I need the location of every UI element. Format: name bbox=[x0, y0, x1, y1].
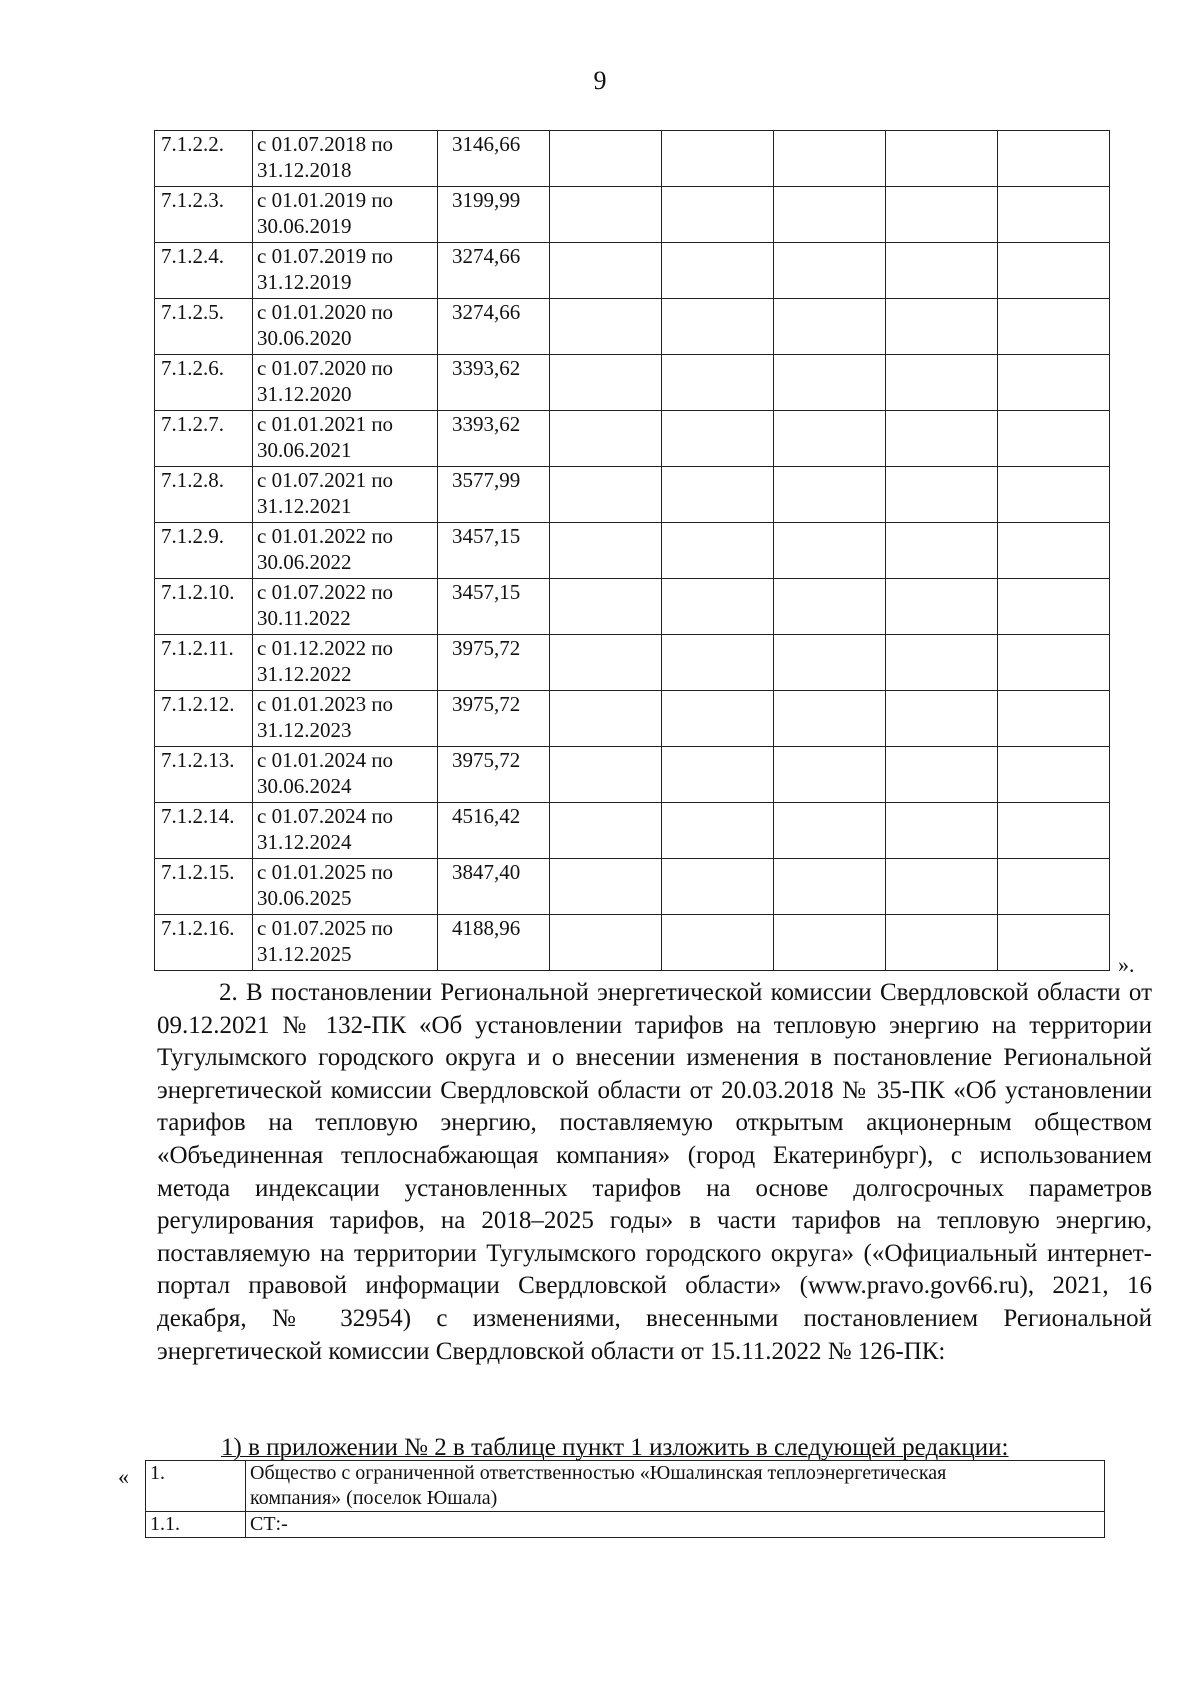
empty-cell bbox=[774, 411, 886, 467]
empty-cell bbox=[550, 523, 662, 579]
row-period: с 01.01.2023 по 31.12.2023 bbox=[253, 691, 438, 747]
tariff-row bbox=[155, 691, 1110, 747]
row-period: с 01.07.2020 по 31.12.2020 bbox=[253, 355, 438, 411]
empty-cell bbox=[662, 915, 774, 971]
empty-cell bbox=[662, 579, 774, 635]
empty-cell bbox=[998, 691, 1110, 747]
row-number: 7.1.2.12. bbox=[155, 691, 253, 747]
empty-cell bbox=[886, 803, 998, 859]
empty-cell bbox=[774, 467, 886, 523]
row-period: с 01.07.2025 по 31.12.2025 bbox=[253, 915, 438, 971]
row-tariff-value: 3975,72 bbox=[438, 747, 550, 803]
empty-cell bbox=[662, 243, 774, 299]
row-tariff-value: 3146,66 bbox=[438, 131, 550, 187]
empty-cell bbox=[998, 915, 1110, 971]
empty-cell bbox=[774, 691, 886, 747]
tariff-row bbox=[155, 915, 1110, 971]
empty-cell bbox=[662, 747, 774, 803]
row-tariff-value: 4516,42 bbox=[438, 803, 550, 859]
empty-cell bbox=[550, 243, 662, 299]
tariff-row bbox=[155, 411, 1110, 467]
row-period: с 01.07.2022 по 30.11.2022 bbox=[253, 579, 438, 635]
org-table-row bbox=[146, 1461, 1105, 1512]
empty-cell bbox=[774, 243, 886, 299]
tariff-row bbox=[155, 355, 1110, 411]
row-tariff-value: 3393,62 bbox=[438, 355, 550, 411]
row-period: с 01.07.2024 по 31.12.2024 bbox=[253, 803, 438, 859]
empty-cell bbox=[662, 299, 774, 355]
empty-cell bbox=[998, 523, 1110, 579]
empty-cell bbox=[550, 187, 662, 243]
empty-cell bbox=[550, 579, 662, 635]
row-number: 7.1.2.2. bbox=[155, 131, 253, 187]
empty-cell bbox=[886, 355, 998, 411]
empty-cell bbox=[886, 243, 998, 299]
row-number: 7.1.2.11. bbox=[155, 635, 253, 691]
empty-cell bbox=[774, 803, 886, 859]
org-row-text: СТ:- bbox=[246, 1512, 1105, 1538]
org-table bbox=[145, 1460, 1105, 1538]
empty-cell bbox=[998, 579, 1110, 635]
tariff-row bbox=[155, 747, 1110, 803]
row-period: с 01.12.2022 по 31.12.2022 bbox=[253, 635, 438, 691]
row-tariff-value: 3457,15 bbox=[438, 579, 550, 635]
row-tariff-value: 3847,40 bbox=[438, 859, 550, 915]
empty-cell bbox=[886, 523, 998, 579]
empty-cell bbox=[886, 691, 998, 747]
empty-cell bbox=[886, 467, 998, 523]
tariff-row bbox=[155, 131, 1110, 187]
amendment-paragraph bbox=[157, 977, 1152, 1368]
empty-cell bbox=[886, 859, 998, 915]
empty-cell bbox=[998, 355, 1110, 411]
table-closing-quote: ». bbox=[1118, 952, 1135, 977]
empty-cell bbox=[774, 299, 886, 355]
row-number: 7.1.2.5. bbox=[155, 299, 253, 355]
row-tariff-value: 3393,62 bbox=[438, 411, 550, 467]
empty-cell bbox=[662, 803, 774, 859]
row-period: с 01.07.2021 по 31.12.2021 bbox=[253, 467, 438, 523]
empty-cell bbox=[662, 859, 774, 915]
org-table-opening-quote: « bbox=[118, 1464, 129, 1489]
row-period: с 01.01.2022 по 30.06.2022 bbox=[253, 523, 438, 579]
tariff-row bbox=[155, 859, 1110, 915]
tariff-row bbox=[155, 299, 1110, 355]
empty-cell bbox=[886, 579, 998, 635]
tariff-row bbox=[155, 803, 1110, 859]
row-period: с 01.01.2020 по 30.06.2020 bbox=[253, 299, 438, 355]
row-period: с 01.01.2021 по 30.06.2021 bbox=[253, 411, 438, 467]
empty-cell bbox=[550, 131, 662, 187]
row-tariff-value: 3457,15 bbox=[438, 523, 550, 579]
empty-cell bbox=[998, 747, 1110, 803]
empty-cell bbox=[886, 131, 998, 187]
row-number: 7.1.2.9. bbox=[155, 523, 253, 579]
row-number: 7.1.2.16. bbox=[155, 915, 253, 971]
empty-cell bbox=[550, 355, 662, 411]
row-tariff-value: 3274,66 bbox=[438, 243, 550, 299]
empty-cell bbox=[774, 635, 886, 691]
empty-cell bbox=[662, 691, 774, 747]
row-tariff-value: 3199,99 bbox=[438, 187, 550, 243]
empty-cell bbox=[550, 691, 662, 747]
empty-cell bbox=[774, 523, 886, 579]
row-number: 7.1.2.8. bbox=[155, 467, 253, 523]
empty-cell bbox=[662, 523, 774, 579]
empty-cell bbox=[550, 859, 662, 915]
empty-cell bbox=[998, 187, 1110, 243]
empty-cell bbox=[998, 411, 1110, 467]
row-number: 7.1.2.14. bbox=[155, 803, 253, 859]
empty-cell bbox=[886, 187, 998, 243]
org-row-number: 1. bbox=[146, 1461, 246, 1512]
empty-cell bbox=[550, 915, 662, 971]
empty-cell bbox=[998, 131, 1110, 187]
empty-cell bbox=[774, 187, 886, 243]
empty-cell bbox=[886, 635, 998, 691]
row-number: 7.1.2.13. bbox=[155, 747, 253, 803]
row-period: с 01.01.2024 по 30.06.2024 bbox=[253, 747, 438, 803]
row-tariff-value: 3577,99 bbox=[438, 467, 550, 523]
empty-cell bbox=[662, 467, 774, 523]
empty-cell bbox=[774, 747, 886, 803]
page-number: 9 bbox=[593, 66, 607, 95]
empty-cell bbox=[886, 915, 998, 971]
row-number: 7.1.2.3. bbox=[155, 187, 253, 243]
row-period: с 01.07.2019 по 31.12.2019 bbox=[253, 243, 438, 299]
paragraph-text: 2. В постановлении Региональной энергетической комиссии Свердловской области от 09.12.2021 № 132-ПК «Об установлении тарифов на тепловую энергию на территории Тугулымского городского округа и о внесении изменения в постановление Региональной энергетической комиссии Свердловской области от 20.03.2018 № 35-ПК «Об установлении тарифов на тепловую энергию, поставляемую открытым акционерным обществом «Объединенная теплоснабжающая компания» (город Екатеринбург), с использованием метода индексации установленных тарифов на основе долгосрочных параметров регулирования тарифов, на 2018–2025 годы» в части тарифов на тепловую энергию, поставляемую на территории Тугулымского городского округа» («Официальный интернет-портал правовой информации Свердловской области» (www.pravo.gov66.ru), 2021, 16 декабря, № 32954) с изменениями, внесенными постановлением Региональной энергетической комиссии Свердловской области от 15.11.2022 № 126-ПК: bbox=[157, 979, 1153, 1365]
empty-cell bbox=[886, 411, 998, 467]
tariff-row bbox=[155, 243, 1110, 299]
empty-cell bbox=[774, 859, 886, 915]
row-period: с 01.01.2025 по 30.06.2025 bbox=[253, 859, 438, 915]
empty-cell bbox=[998, 243, 1110, 299]
empty-cell bbox=[998, 803, 1110, 859]
empty-cell bbox=[886, 299, 998, 355]
empty-cell bbox=[662, 411, 774, 467]
empty-cell bbox=[550, 803, 662, 859]
subitem-instruction: 1) в приложении № 2 в таблице пункт 1 изложить в следующей редакции: bbox=[221, 1434, 1009, 1461]
tariff-row bbox=[155, 187, 1110, 243]
empty-cell bbox=[998, 859, 1110, 915]
empty-cell bbox=[662, 187, 774, 243]
row-tariff-value: 3975,72 bbox=[438, 691, 550, 747]
empty-cell bbox=[774, 355, 886, 411]
empty-cell bbox=[774, 915, 886, 971]
row-period: с 01.01.2019 по 30.06.2019 bbox=[253, 187, 438, 243]
empty-cell bbox=[774, 131, 886, 187]
row-number: 7.1.2.7. bbox=[155, 411, 253, 467]
empty-cell bbox=[550, 635, 662, 691]
row-tariff-value: 3975,72 bbox=[438, 635, 550, 691]
empty-cell bbox=[662, 355, 774, 411]
tariff-row bbox=[155, 579, 1110, 635]
row-number: 7.1.2.10. bbox=[155, 579, 253, 635]
org-row-number: 1.1. bbox=[146, 1512, 246, 1538]
empty-cell bbox=[662, 635, 774, 691]
tariff-row bbox=[155, 467, 1110, 523]
empty-cell bbox=[550, 747, 662, 803]
empty-cell bbox=[550, 411, 662, 467]
org-table-row bbox=[146, 1512, 1105, 1538]
row-number: 7.1.2.15. bbox=[155, 859, 253, 915]
empty-cell bbox=[662, 131, 774, 187]
tariff-row bbox=[155, 523, 1110, 579]
empty-cell bbox=[774, 579, 886, 635]
row-tariff-value: 4188,96 bbox=[438, 915, 550, 971]
org-row-text: Общество с ограниченной ответственностью «Юшалинская теплоэнергетическая компания» (поселок Юшала) bbox=[246, 1461, 1105, 1512]
tariff-table bbox=[154, 130, 1110, 971]
empty-cell bbox=[998, 635, 1110, 691]
row-tariff-value: 3274,66 bbox=[438, 299, 550, 355]
row-number: 7.1.2.6. bbox=[155, 355, 253, 411]
empty-cell bbox=[998, 467, 1110, 523]
tariff-row bbox=[155, 635, 1110, 691]
empty-cell bbox=[886, 747, 998, 803]
empty-cell bbox=[998, 299, 1110, 355]
row-period: с 01.07.2018 по 31.12.2018 bbox=[253, 131, 438, 187]
row-number: 7.1.2.4. bbox=[155, 243, 253, 299]
empty-cell bbox=[550, 467, 662, 523]
empty-cell bbox=[550, 299, 662, 355]
